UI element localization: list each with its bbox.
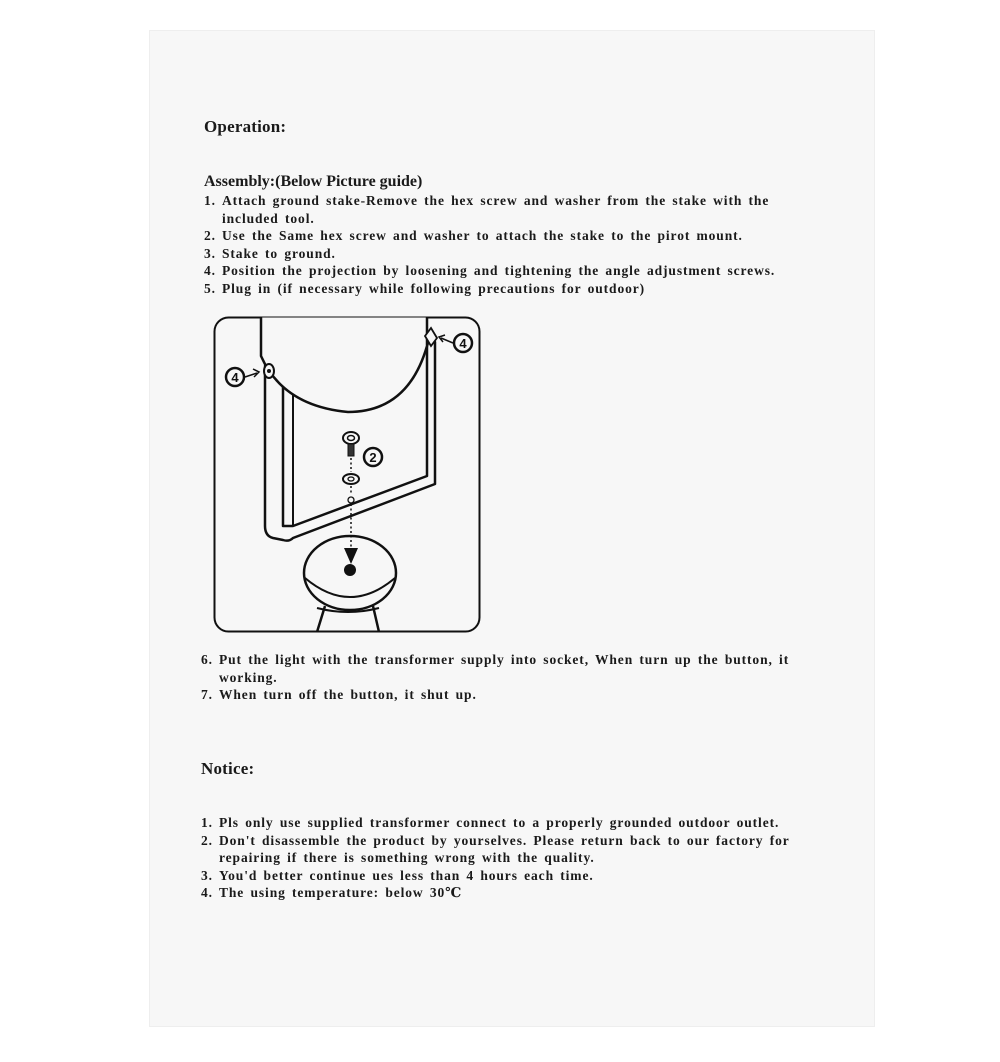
list-item <box>204 227 814 245</box>
operation-heading: Operation: <box>204 117 287 136</box>
step-text: Put the light with the transformer supply into socket, When turn up the button, it working. <box>219 652 790 685</box>
hex-screw-shaft <box>348 444 354 456</box>
step-number: 3. <box>204 245 216 261</box>
list-item <box>201 686 826 704</box>
callout-label-middle: 2 <box>369 450 377 465</box>
notice-text: The using temperature: below 30℃ <box>219 885 463 900</box>
step-text: Attach ground stake-Remove the hex screw and washer from the stake with the included tool. <box>222 193 770 226</box>
step-text: Stake to ground. <box>222 245 336 261</box>
list-item <box>204 262 814 280</box>
step-number: 7. <box>201 687 213 702</box>
step-number: 5. <box>204 280 216 296</box>
assembly-heading: Assembly:(Below Picture guide) <box>204 173 423 190</box>
step-text: Plug in (if necessary while following precautions for outdoor) <box>222 280 646 296</box>
list-item <box>201 884 831 902</box>
step-text: Position the projection by loosening and tightening the angle adjustment screws. <box>222 263 776 278</box>
step-number: 2. <box>204 228 216 243</box>
assembly-steps-list <box>204 192 814 297</box>
list-item <box>204 280 814 298</box>
notice-text: You'd better continue ues less than 4 hours each time. <box>219 867 594 883</box>
washer <box>343 474 359 484</box>
step-text: When turn off the button, it shut up. <box>219 687 477 702</box>
notice-number: 2. <box>201 832 213 848</box>
step-text: Use the Same hex screw and washer to attach the stake to the pirot mount. <box>222 228 743 243</box>
list-item <box>201 651 826 686</box>
callout-label-left: 4 <box>231 370 239 385</box>
operation-steps-list <box>201 651 826 704</box>
step-number: 1. <box>204 193 216 208</box>
list-item <box>201 867 831 885</box>
notice-number: 4. <box>201 885 213 900</box>
list-item <box>201 814 831 832</box>
hex-screw-head <box>343 432 359 444</box>
list-item <box>204 245 814 263</box>
notice-heading: Notice: <box>201 759 255 778</box>
step-number: 6. <box>201 652 213 667</box>
assembly-diagram <box>213 316 481 633</box>
step-number: 4. <box>204 263 216 278</box>
notice-text: Pls only use supplied transformer connect to a properly grounded outdoor outlet. <box>219 815 780 830</box>
callout-label-right: 4 <box>459 336 467 351</box>
list-item <box>204 192 814 227</box>
list-item <box>201 832 831 867</box>
notice-number: 1. <box>201 815 213 830</box>
mount-hole <box>344 564 356 576</box>
notice-text: Don't disassemble the product by yourselves. Please return back to our factory for repairing if there is something wrong with the quality. <box>219 832 790 865</box>
notice-list <box>201 814 831 902</box>
notice-number: 3. <box>201 867 213 883</box>
